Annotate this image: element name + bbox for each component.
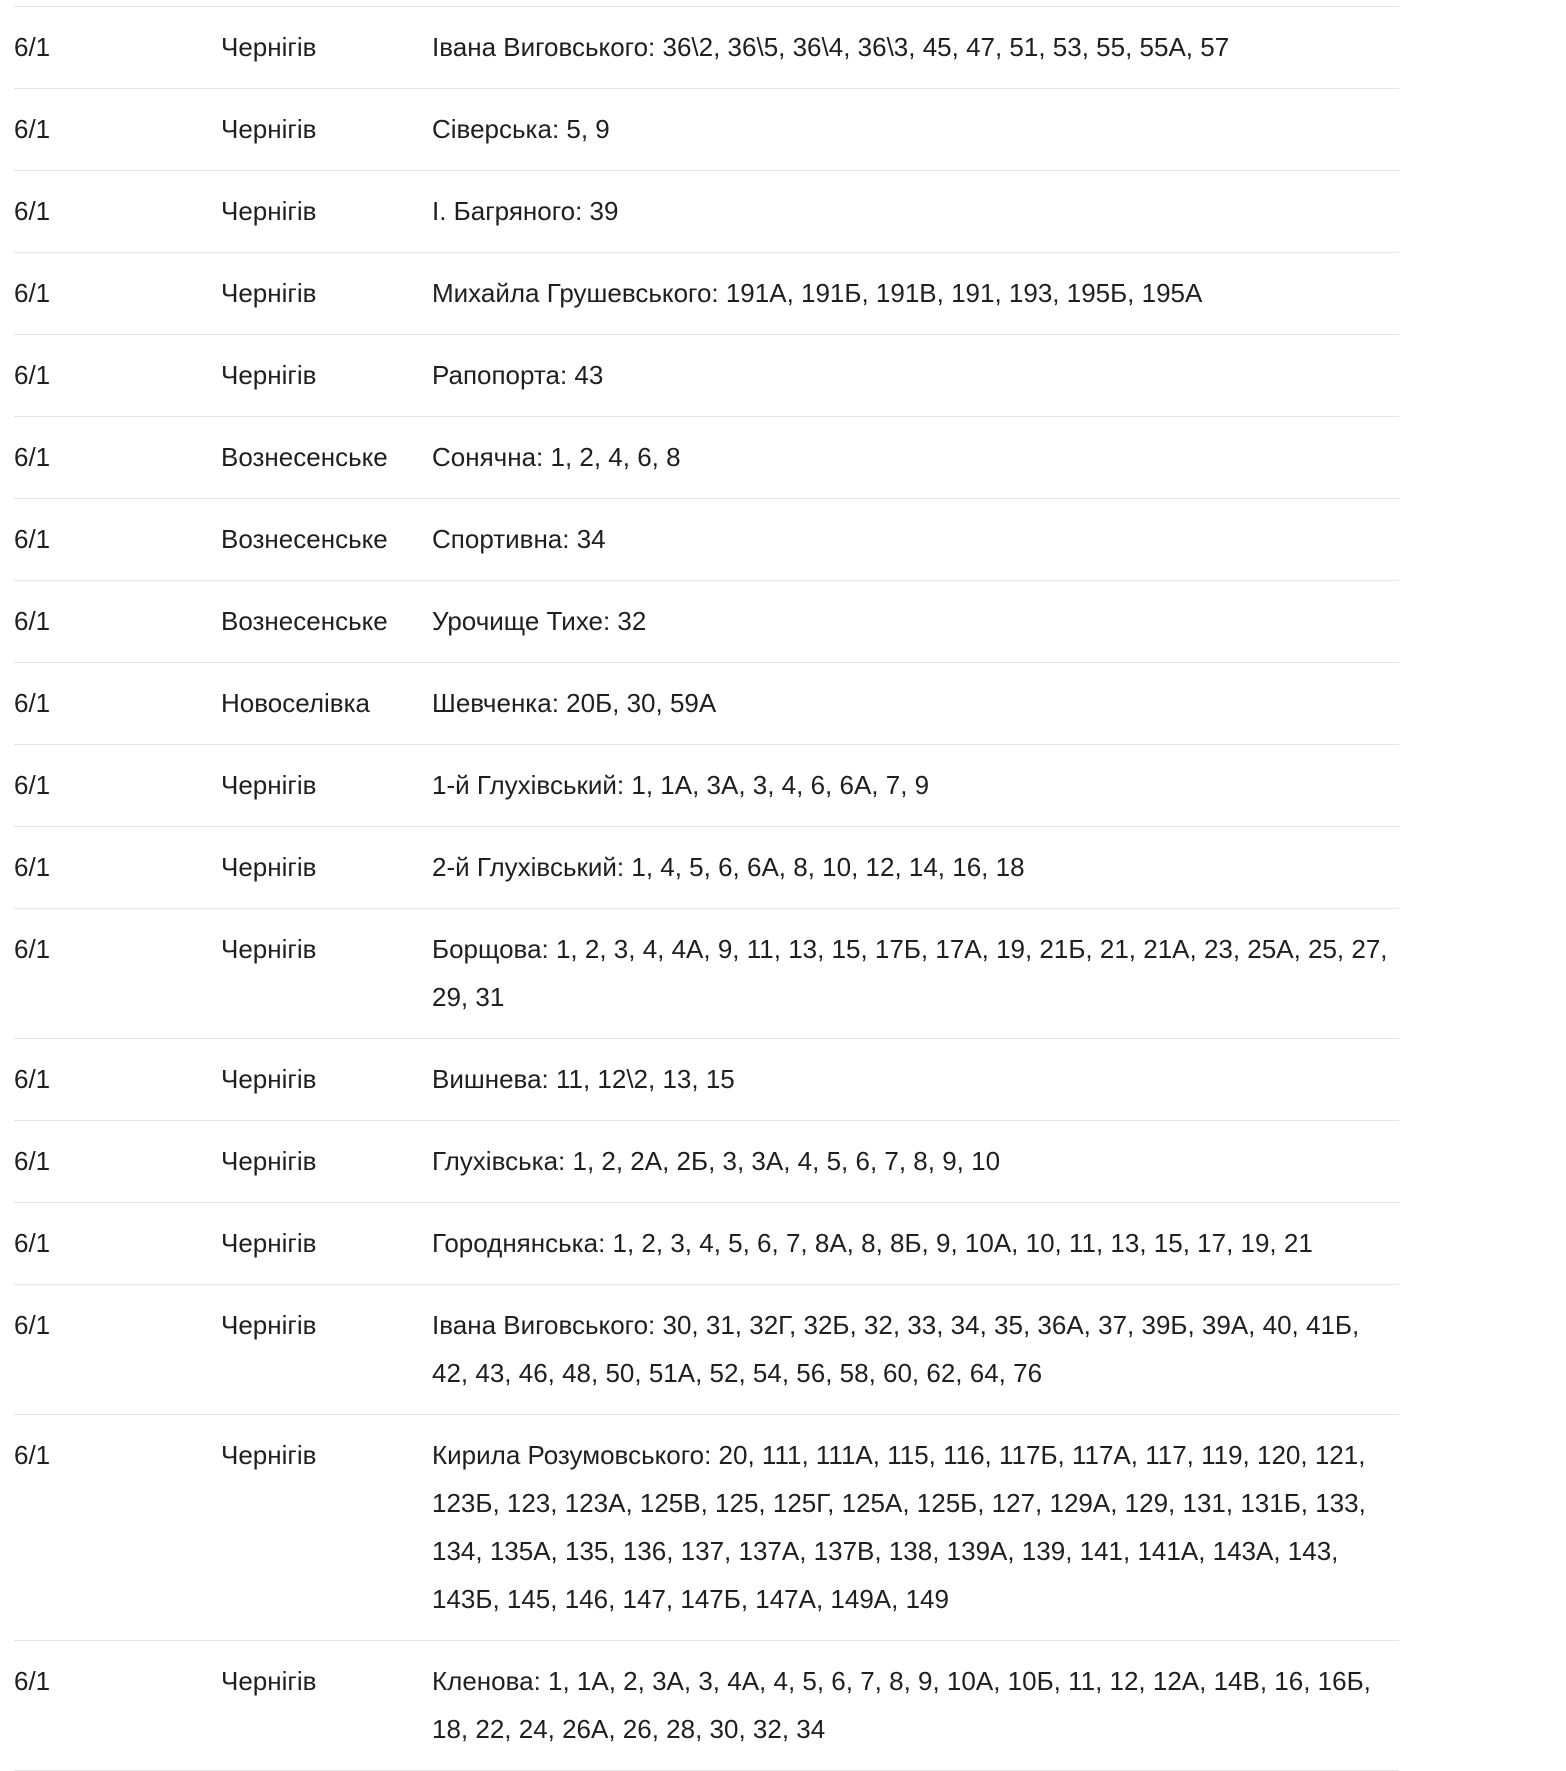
- table-row: [14, 335, 1399, 417]
- queue-cell: 6/1: [14, 524, 51, 554]
- city-cell: Чернігів: [221, 1146, 317, 1176]
- address-cell: Івана Виговського: 30, 31, 32Г, 32Б, 32, 33, 34, 35, 36А, 37, 39Б, 39А, 40, 41Б, 42, 43, 46, 48, 50, 51А, 52, 54, 56, 58, 60, 62, 64, 76: [432, 1310, 1360, 1388]
- address-cell: 2-й Глухівський: 1, 4, 5, 6, 6А, 8, 10, 12, 14, 16, 18: [432, 852, 1025, 882]
- queue-cell: 6/1: [14, 934, 51, 964]
- address-cell: Городнянська: 1, 2, 3, 4, 5, 6, 7, 8А, 8, 8Б, 9, 10А, 10, 11, 13, 15, 17, 19, 21: [432, 1228, 1313, 1258]
- table-row: [14, 1203, 1399, 1285]
- table-row: [14, 827, 1399, 909]
- table-row: [14, 7, 1399, 89]
- queue-cell: 6/1: [14, 360, 51, 390]
- table-row: [14, 1285, 1399, 1415]
- city-cell: Чернігів: [221, 196, 317, 226]
- city-cell: Новоселівка: [221, 688, 370, 718]
- queue-cell: 6/1: [14, 688, 51, 718]
- table-row: [14, 1039, 1399, 1121]
- city-cell: Чернігів: [221, 934, 317, 964]
- address-cell: Івана Виговського: 36\2, 36\5, 36\4, 36\3, 45, 47, 51, 53, 55, 55А, 57: [432, 32, 1230, 62]
- address-cell: Спортивна: 34: [432, 524, 606, 554]
- queue-cell: 6/1: [14, 32, 51, 62]
- table-row: [14, 253, 1399, 335]
- address-cell: Вишнева: 11, 12\2, 13, 15: [432, 1064, 735, 1094]
- queue-cell: 6/1: [14, 770, 51, 800]
- address-cell: І. Багряного: 39: [432, 196, 619, 226]
- address-cell: 1-й Глухівський: 1, 1А, 3А, 3, 4, 6, 6А, 7, 9: [432, 770, 930, 800]
- address-cell: Кирила Розумовського: 20, 111, 111А, 115, 116, 117Б, 117А, 117, 119, 120, 121, 123Б, 123, 123А, 125В, 125, 125Г, 125А, 125Б, 127, 129А, 129, 131, 131Б, 133, 134, 135А, 135, 136, 137, 137А, 137В, 138, 139А, 139, 141, 141А, 143А, 143, 143Б, 145, 146, 147, 147Б, 147А, 149А, 149: [432, 1440, 1366, 1614]
- table-row: [14, 1415, 1399, 1641]
- table-row: [14, 581, 1399, 663]
- city-cell: Чернігів: [221, 114, 317, 144]
- outage-schedule-table: [14, 6, 1399, 1771]
- address-cell: Урочище Тихе: 32: [432, 606, 647, 636]
- city-cell: Вознесенське: [221, 606, 388, 636]
- queue-cell: 6/1: [14, 1666, 51, 1696]
- city-cell: Чернігів: [221, 852, 317, 882]
- city-cell: Чернігів: [221, 360, 317, 390]
- city-cell: Чернігів: [221, 1440, 317, 1470]
- table-row: [14, 1121, 1399, 1203]
- queue-cell: 6/1: [14, 606, 51, 636]
- table-row: [14, 1641, 1399, 1771]
- queue-cell: 6/1: [14, 1064, 51, 1094]
- queue-cell: 6/1: [14, 1228, 51, 1258]
- address-cell: Глухівська: 1, 2, 2А, 2Б, 3, 3А, 4, 5, 6, 7, 8, 9, 10: [432, 1146, 1001, 1176]
- address-cell: Сіверська: 5, 9: [432, 114, 610, 144]
- address-cell: Шевченка: 20Б, 30, 59А: [432, 688, 717, 718]
- city-cell: Вознесенське: [221, 442, 388, 472]
- city-cell: Чернігів: [221, 1666, 317, 1696]
- queue-cell: 6/1: [14, 1146, 51, 1176]
- address-cell: Кленова: 1, 1А, 2, 3А, 3, 4А, 4, 5, 6, 7, 8, 9, 10А, 10Б, 11, 12, 12А, 14В, 16, 16Б, 18, 22, 24, 26А, 26, 28, 30, 32, 34: [432, 1666, 1371, 1744]
- address-cell: Сонячна: 1, 2, 4, 6, 8: [432, 442, 681, 472]
- table-row: [14, 663, 1399, 745]
- queue-cell: 6/1: [14, 278, 51, 308]
- table-row: [14, 745, 1399, 827]
- city-cell: Чернігів: [221, 1064, 317, 1094]
- queue-cell: 6/1: [14, 442, 51, 472]
- city-cell: Вознесенське: [221, 524, 388, 554]
- address-cell: Михайла Грушевського: 191А, 191Б, 191В, 191, 193, 195Б, 195А: [432, 278, 1203, 308]
- queue-cell: 6/1: [14, 196, 51, 226]
- address-cell: Борщова: 1, 2, 3, 4, 4А, 9, 11, 13, 15, 17Б, 17А, 19, 21Б, 21, 21А, 23, 25А, 25, 27, 29, 31: [432, 934, 1388, 1012]
- queue-cell: 6/1: [14, 1440, 51, 1470]
- table-row: [14, 417, 1399, 499]
- table-row: [14, 909, 1399, 1039]
- city-cell: Чернігів: [221, 1310, 317, 1340]
- queue-cell: 6/1: [14, 1310, 51, 1340]
- city-cell: Чернігів: [221, 770, 317, 800]
- table-row: [14, 171, 1399, 253]
- table-row: [14, 499, 1399, 581]
- table-row: [14, 89, 1399, 171]
- city-cell: Чернігів: [221, 32, 317, 62]
- queue-cell: 6/1: [14, 852, 51, 882]
- queue-cell: 6/1: [14, 114, 51, 144]
- city-cell: Чернігів: [221, 278, 317, 308]
- city-cell: Чернігів: [221, 1228, 317, 1258]
- address-cell: Рапопорта: 43: [432, 360, 604, 390]
